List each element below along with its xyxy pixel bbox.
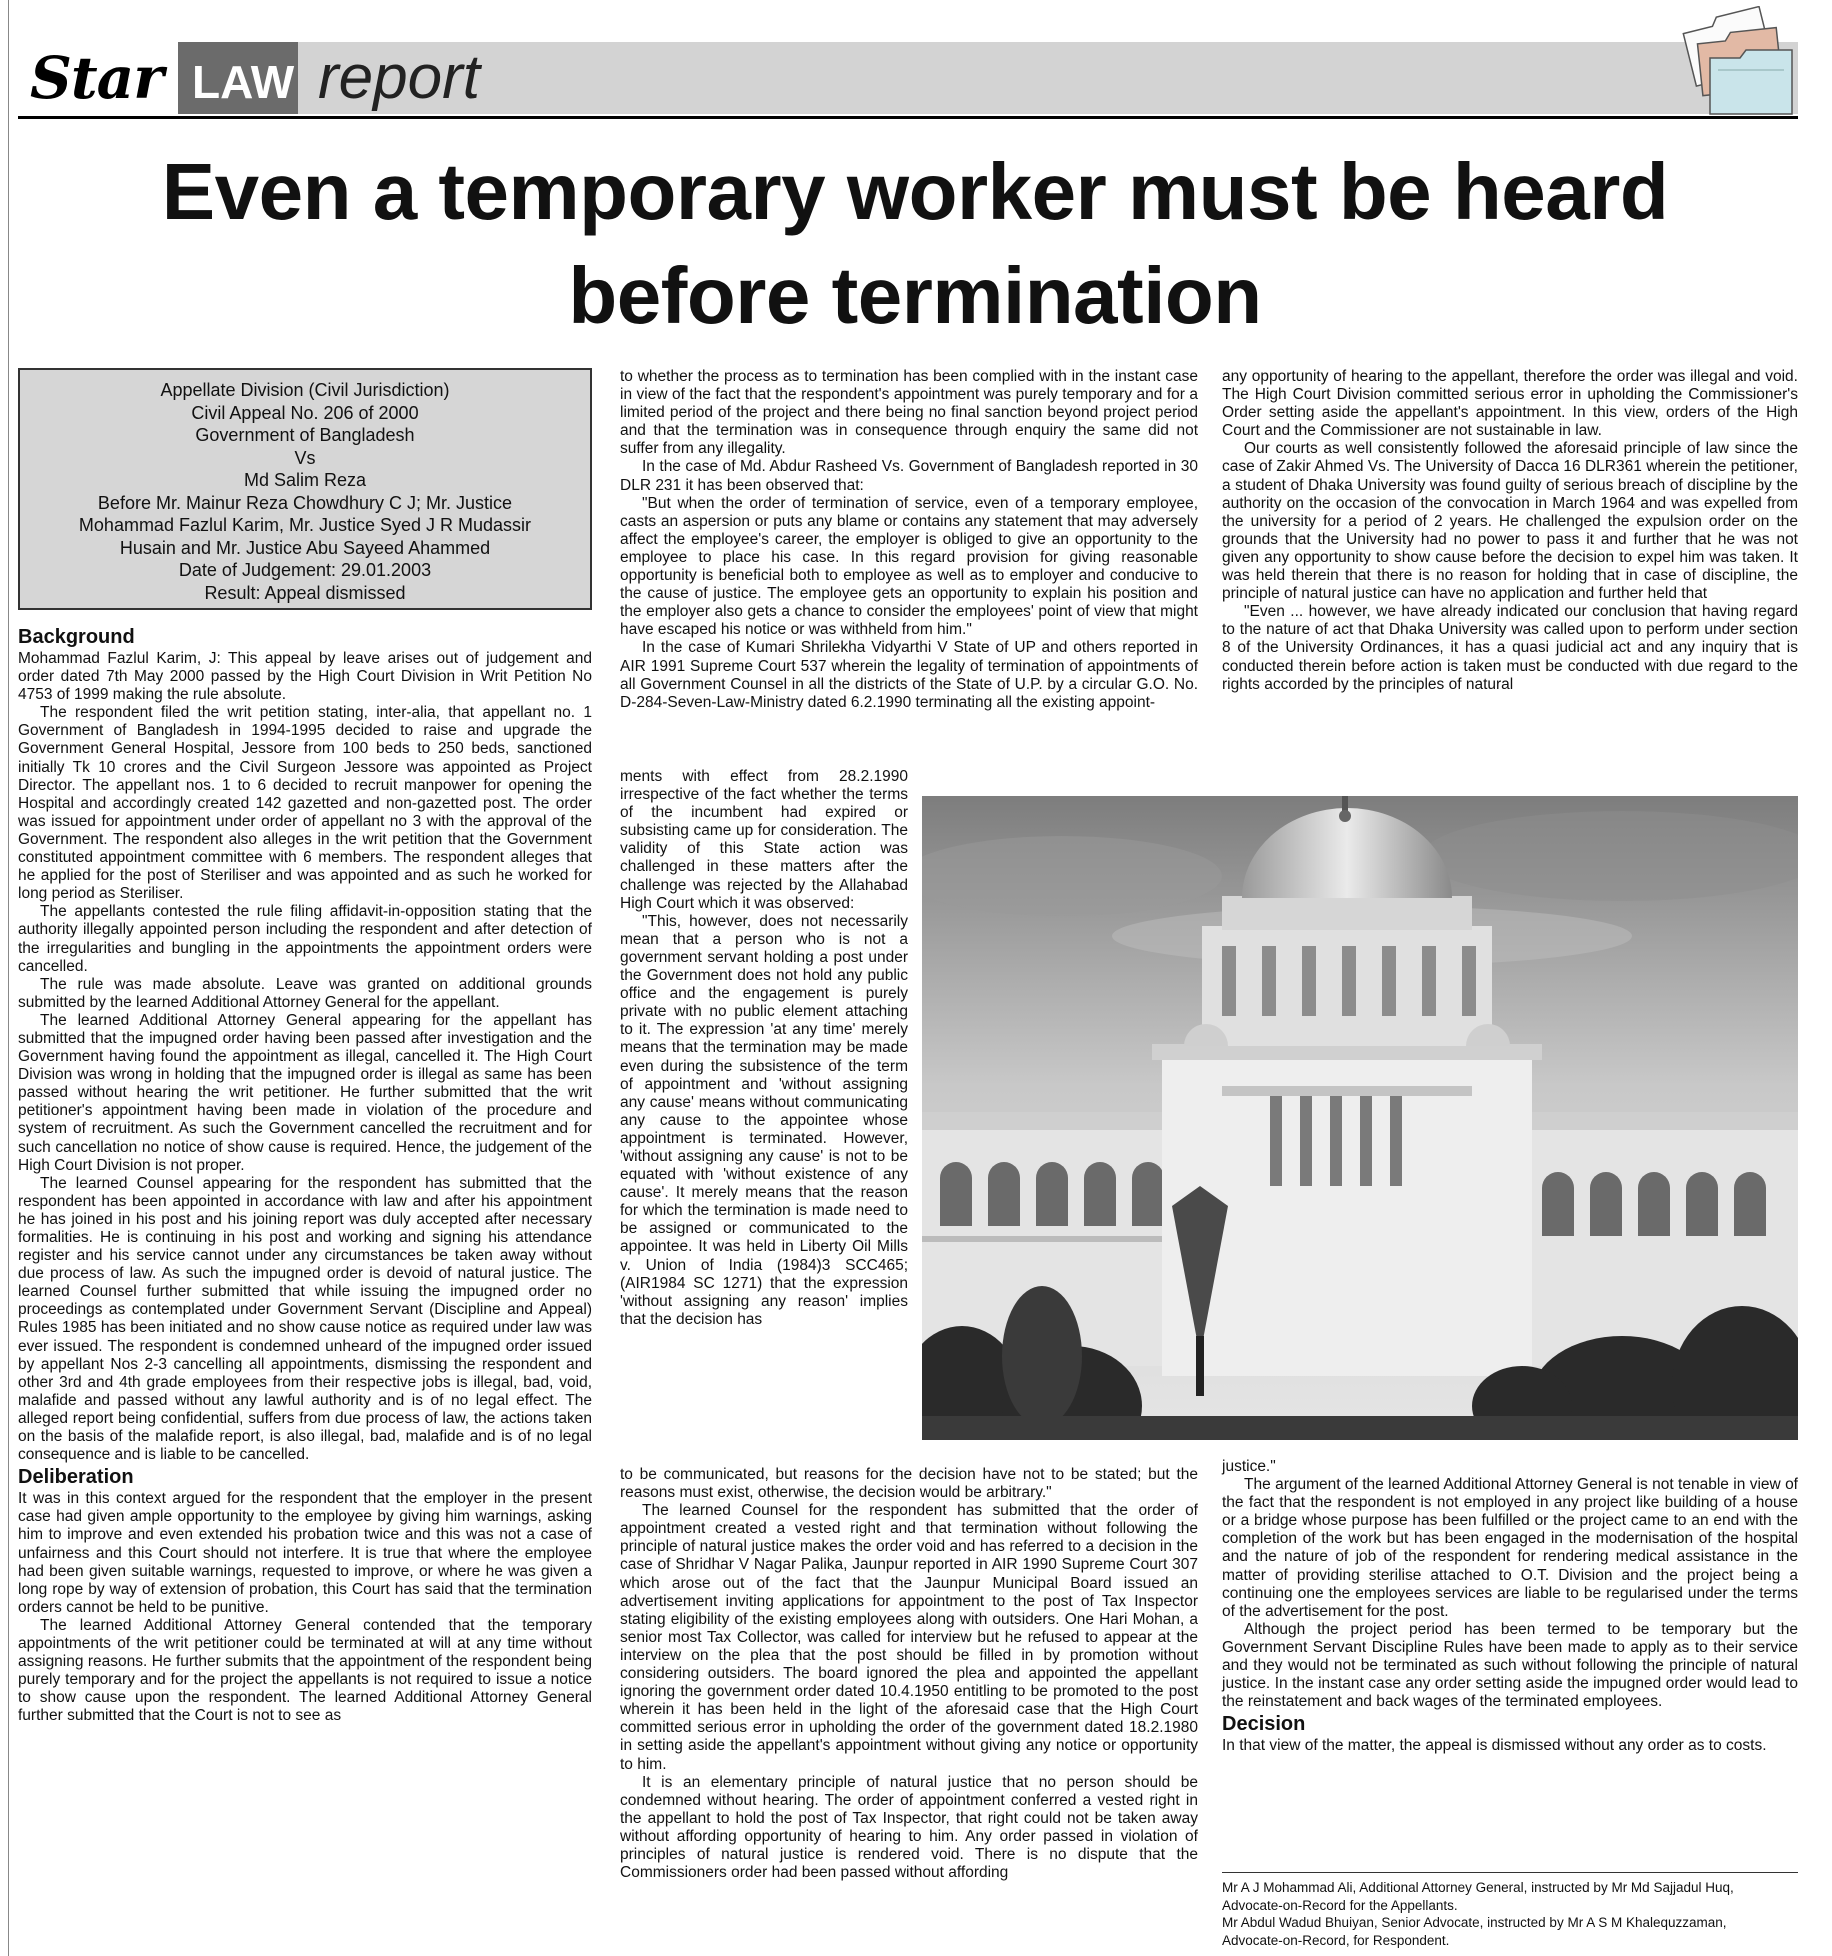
column-2-narrow xyxy=(620,768,908,1329)
paragraph: It was in this context argued for the respondent that the employer in the present case had given ample opportunity to the employee by giving him warnings, asking him to improve and even extended his probation twice and this was not a case of unfairness and this Court should not interfere. It is true that where the employee had been given suitable warnings, requested to improve, or where he was given a long rope by way of extension of probation, this Court has said that the termination orders cannot be held to be punitive. xyxy=(18,1490,592,1616)
paragraph: The respondent filed the writ petition stating, inter-alia, that appellant no. 1 Government of Bangladesh in 1994-1995 decided to raise and upgrade the Government General Hospital, Jessore from 100 beds to 250 beds, sanctioned initially Tk 10 crores and the Civil Surgeon Jessore was appointed as Project Director. The appellant nos. 1 to 6 decided to recruit manpower for opening the Hospital and accordingly created 142 gazetted and non-gazetted post. The order was issued for appointment under order of appellant no 3 with the approval of the Government. The respondent also alleges in the writ petition that the Government constituted appointment committee with 6 members. The respondent alleges that he applied for the post of Steriliser and was appointed and as such he worked for long period as Steriliser. xyxy=(18,704,592,903)
credit-line: Mr Abdul Wadud Bhuiyan, Senior Advocate, instructed by Mr A S M Khalequzzaman, xyxy=(1222,1915,1727,1930)
case-date: Date of Judgement: 29.01.2003 xyxy=(178,560,432,580)
section-heading-deliberation: Deliberation xyxy=(18,1466,134,1489)
paragraph: "Even ... however, we have already indicated our conclusion that having regard to the nature of act that Dhaka University was called upon to perform under section 8 of the University Ordinances, it has a quasi judicial act and any inquiry that is conducted therein before action is taken must be conducted with due regard to the rights accorded by the principles of natural xyxy=(1222,603,1798,693)
masthead-law-label: LAW xyxy=(178,42,298,114)
paragraph: The rule was made absolute. Leave was granted on additional grounds submitted by the learned Additional Attorney General for the appellant. xyxy=(18,975,592,1011)
credit-line: Advocate-on-Record for the Appellants. xyxy=(1222,1897,1458,1913)
paragraph: In the case of Md. Abdur Rasheed Vs. Government of Bangladesh reported in 30 DLR 231 it has been observed that: xyxy=(620,458,1198,494)
supreme-court-building-photo xyxy=(922,796,1798,1440)
column-2-top xyxy=(620,368,1198,712)
paragraph: The learned Counsel appearing for the respondent has submitted that the respondent has been appointed in accordance with law and after his appointment he has joined in his post and his joining report was duly accepted after necessary formalities. He is continuing in his post and working and signing his attendance register and his service cannot under any circumstances be taken away without due process of law. As such the impugned order is devoid of natural justice. The learned Counsel further submitted that while issuing the impugned order no proceedings as contemplated under Government Servant (Discipline and Appeal) Rules 1985 has been initiated and no show cause notice as required under law was ever issued. The respondent is condemned unheard of the impugned order issued by appellant Nos 2-3 cancelling all appointments, dismissing the respondent and other 3rd and 4th grade employees from their respective jobs is illegal, bad, void, malafide and passed without any lawful authority and is of no legal effect. The alleged report being confidential, suffers from due process of law, the actions taken on the basis of the malafide report, is also illegal, bad, malafide and is of no legal consequence and is liable to be cancelled. xyxy=(18,1174,592,1464)
headline-line-2: before termination xyxy=(568,251,1262,340)
page-edge-rule xyxy=(8,0,9,1956)
masthead-rule xyxy=(18,116,1798,119)
headline xyxy=(18,140,1812,348)
paragraph: Our courts as well consistently followed the aforesaid principle of law since the case of Zakir Ahmed Vs. The University of Dacca 16 DLR361 wherein the petitioner, a student of Dhaka University was found guilty of serious breach of discipline by the authority on the occasion of the convocation in March 1964 and was expelled from the university for a period of 2 years. He challenged the expulsion order on the grounds that the University had no power to pass it and further that he was not given any opportunity to show cause before the decision to expel him was taken. It was held therein that there is no reason for holding that in case of discipline, the principle of natural justice can have no application and further held that xyxy=(1222,440,1798,603)
paragraph: The appellants contested the rule filing affidavit-in-opposition stating that the authority illegally appointed person including the respondent and after detection of the irregularities and bungling in the appointments the appointment orders were cancelled. xyxy=(18,903,592,975)
case-jurisdiction: Appellate Division (Civil Jurisdiction) xyxy=(160,380,450,400)
case-bench-line-1: Before Mr. Mainur Reza Chowdhury C J; Mr. Justice xyxy=(97,492,513,513)
paragraph: In that view of the matter, the appeal is dismissed without any order as to costs. xyxy=(1222,1737,1767,1755)
column-2-bottom xyxy=(620,1466,1198,1882)
column-1 xyxy=(18,624,592,1725)
paragraph: It is an elementary principle of natural justice that no person should be condemned without hearing. The order of appointment conferred a vested right in the appellant to hold the post of Tax Inspector, that right could not be taken away without affording opportunity of hearing to him. Any order passed in violation of principles of natural justice is rendered void. There is no dispute that the Commissioners order had been passed without affording xyxy=(620,1773,1198,1882)
paragraph: ments with effect from 28.2.1990 irrespective of the fact whether the terms of the incumbent had expired or subsisting came up for consideration. The validity of this State action was challenged in these matters after the challenge was rejected by the Allahabad High Court which it was observed: xyxy=(620,768,908,912)
section-heading-decision: Decision xyxy=(1222,1713,1306,1736)
paragraph: The learned Counsel for the respondent has submitted that the order of appointment created a vested right and that termination without following the principle of natural justice makes the order void and has referred to a decision in the case of Shridhar V Nagar Palika, Jaunpur reported in AIR 1990 Supreme Court 307 which arose out of the fact that the Jaunpur Municipal Board issued an advertisement inviting applications for appointment to the post of Tax Inspector stating eligibility of the existing employees along with outsiders. One Hari Mohan, a senior most Tax Collector, was called for interview but he refused to appear at the interview on the plea that the post should be filled in by promotion without considering outsiders. The board ignored the plea and appointed the appellant ignoring the government order dated 10.4.1950 entitling to be promoted to the post wherein it has been held in the light of the aforesaid case that the High Court committed serious error in upholding the order of the government dated 18.2.1980 in setting aside the appellant's appointment without giving any notice or opportunity to him. xyxy=(620,1502,1198,1773)
credit-line: Advocate-on-Record, for Respondent. xyxy=(1222,1932,1450,1948)
case-bench-line-3: Husain and Mr. Justice Abu Sayeed Ahammed xyxy=(119,537,491,558)
case-result: Result: Appeal dismissed xyxy=(204,582,406,603)
case-bench-line-2: Mohammad Fazlul Karim, Mr. Justice Syed J R Mudassir xyxy=(78,515,532,535)
paragraph: justice." xyxy=(1222,1458,1276,1475)
paragraph: The learned Additional Attorney General appearing for the appellant has submitted that the impugned order having been passed after investigation and the Government having found the appointment as illegal, cancelled it. The High Court Division was wrong in holding that the impugned order is illegal as same has been passed without hearing the writ petitioner. He further submitted that the writ petitioner's appointment having been made in violation of the procedure and system of recruitment. As such the Government cancelled the recruitment and for such cancellation no notice of show cause is required. Hence, the judgement of the High Court Division is not proper. xyxy=(18,1011,592,1174)
paragraph: to whether the process as to termination has been complied with in the instant case in view of the fact that the respondent's appointment was purely temporary and for a limited period of the project and there being no final sanction beyond project period and that the termination was in consequence through enquiry the same did not suffer from any illegality. xyxy=(620,368,1198,458)
paragraph: The argument of the learned Additional Attorney General is not tenable in view of the fact that the respondent is not employed in any project like building of a house or a bridge whose purpose has been fulfilled or the project came to an end with the completion of the work but has been engaged in the modernisation of the hospital and the nature of job of the respondent for rendering medical assistance in the matter of providing sterilise attached to O.T. Division and the project being a continuing one the employees services are liable to be regularised under the terms of the advertisement for the post. xyxy=(1222,1476,1798,1620)
paragraph: to be communicated, but reasons for the decision have not to be stated; but the reasons must exist, otherwise, the decision would be arbitrary." xyxy=(620,1466,1198,1502)
case-versus: Vs xyxy=(294,447,316,468)
case-info-box xyxy=(18,368,592,610)
case-respondent: Md Salim Reza xyxy=(243,470,367,490)
headline-line-1: Even a temporary worker must be heard xyxy=(161,147,1669,236)
case-number: Civil Appeal No. 206 of 2000 xyxy=(191,402,419,423)
folders-icon xyxy=(1676,6,1796,118)
paragraph: The learned Additional Attorney General contended that the temporary appointments of the writ petitioner could be terminated at will at any time without assigning reasons. He further submits that the appointment of the respondent being purely temporary and for the project the appellants is not required to issue a notice to show cause upon the respondent. The learned Additional Attorney General further submitted that the Court is not to see as xyxy=(18,1616,592,1725)
credit-line: Mr A J Mohammad Ali, Additional Attorney General, instructed by Mr Md Sajjadul Huq, xyxy=(1222,1880,1734,1895)
paragraph: Although the project period has been termed to be temporary but the Government Servant Discipline Rules have been made to apply as to their service and they would not be terminated as such without following the principle of natural justice. In the instant case any order setting aside the impugned order would lead to the reinstatement and back wages of the terminated employees. xyxy=(1222,1620,1798,1711)
paragraph: Mohammad Fazlul Karim, J: This appeal by leave arises out of judgement and order dated 7th May 2000 passed by the High Court Division in Writ Petition No 4753 of 1999 making the rule absolute. xyxy=(18,650,592,704)
paragraph: In the case of Kumari Shrilekha Vidyarthi V State of UP and others reported in AIR 1991 Supreme Court 537 wherein the legality of termination of appointments of all Government Counsel in all the districts of the State of U.P. by a circular G.O. No. D-284-Seven-Law-Ministry dated 6.2.1990 terminating all the existing appoint- xyxy=(620,639,1198,711)
column-3-bottom xyxy=(1222,1458,1798,1755)
case-appellant: Government of Bangladesh xyxy=(195,425,415,445)
masthead xyxy=(18,42,1798,118)
counsel-credits xyxy=(1222,1872,1798,1949)
masthead-star-logo: Star xyxy=(18,42,178,114)
column-3-top xyxy=(1222,368,1798,694)
section-heading-background: Background xyxy=(18,626,135,648)
masthead-report-label: report xyxy=(318,43,480,112)
paragraph: "This, however, does not necessarily mean that a person who is not a government servant holding a post under the Government does not hold any public office and the engagement is purely private with no public element attaching to it. The expression 'at any time' merely means that the termination may be made even during the subsistence of the term of appointment and 'without assigning any cause' means without communicating any cause to the appointee whose appointment is terminated. However, 'without assigning any cause' is not to be equated with 'without existence of any cause'. It merely means that the reason for which the termination is made need to be assigned or communicated to the appointee. It was held in Liberty Oil Mills v. Union of India (1984)3 SCC465; (AIR1984 SC 1271) that the expression 'without assigning any reason' implies that the decision has xyxy=(620,912,908,1328)
paragraph: any opportunity of hearing to the appellant, therefore the order was illegal and void. The High Court Division committed serious error in upholding the Commissioner's Order setting aside the appellant's appointment. In this view, orders of the High Court and the Commissioner are not sustainable in law. xyxy=(1222,368,1798,440)
paragraph: "But when the order of termination of service, even of a temporary employee, casts an aspersion or puts any blame or contains any statement that may adversely affect the employee's career, the employer is obliged to give an opportunity to the employee to place his case. In this regard provision for giving reasonable opportunity is beneficial both to employee as well as to employer and conducive to the cause of justice. The employee gets an opportunity to explain his position and the employer also gets a chance to consider the employees' point of view that might have escaped his notice or was withheld from him." xyxy=(620,494,1198,639)
